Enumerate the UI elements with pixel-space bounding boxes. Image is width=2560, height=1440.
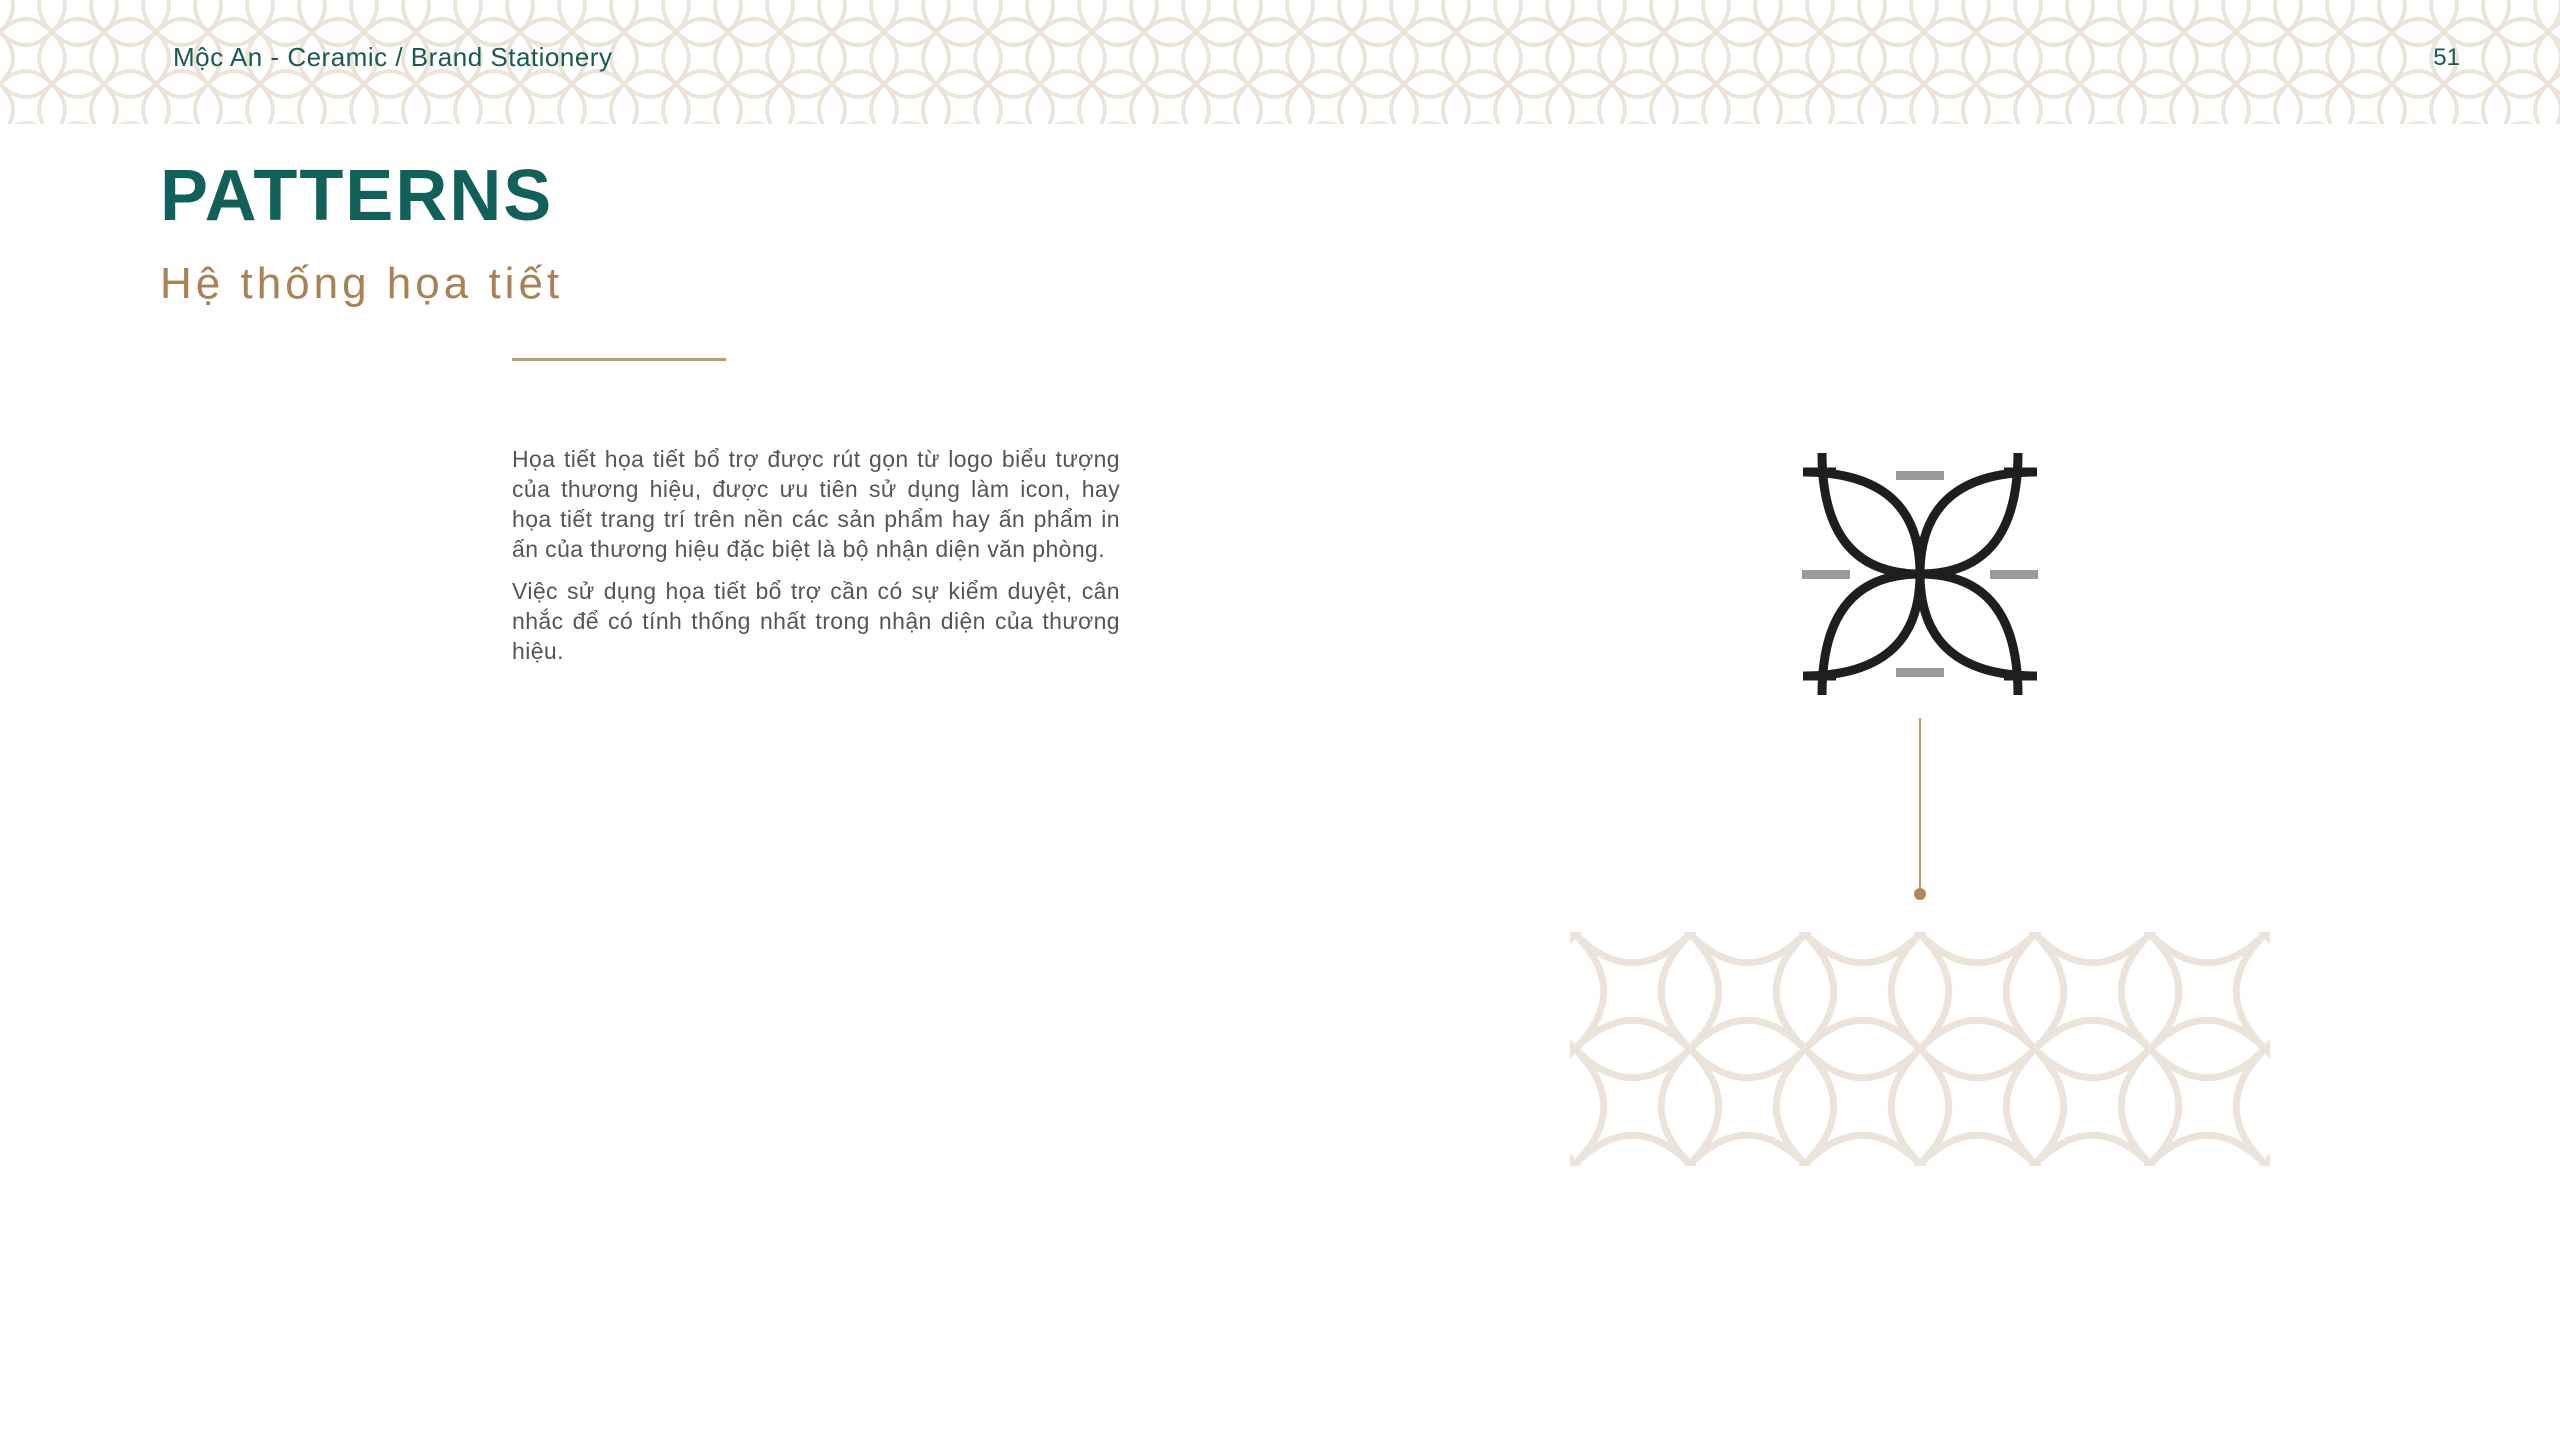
page-number: 51 xyxy=(2433,44,2460,71)
repeating-petal-pattern xyxy=(1570,932,2270,1166)
connector-line xyxy=(1919,718,1921,890)
title-divider xyxy=(512,358,726,361)
description-paragraph-2: Việc sử dụng họa tiết bổ trợ cần có sự kiểm duyệt, cân nhắc để có tính thống nhất trong nhận diện của thương hiệu. xyxy=(512,578,1120,664)
description-text xyxy=(512,444,1120,678)
document-title: Mộc An - Ceramic / Brand Stationery xyxy=(173,42,613,72)
connector-dot xyxy=(1914,888,1926,900)
four-petal-flower-motif-icon xyxy=(1790,440,2050,710)
description-paragraph-1: Họa tiết họa tiết bổ trợ được rút gọn từ logo biểu tượng của thương hiệu, được ưu tiên sử dụng làm icon, hay họa tiết trang trí trên nền các sản phẩm hay ấn phẩm in ấn của thương hiệu đặc biệt là bộ nhận diện văn phòng. xyxy=(512,446,1120,562)
section-subtitle: Hệ thống họa tiết xyxy=(160,259,564,308)
section-title: PATTERNS xyxy=(160,156,554,236)
